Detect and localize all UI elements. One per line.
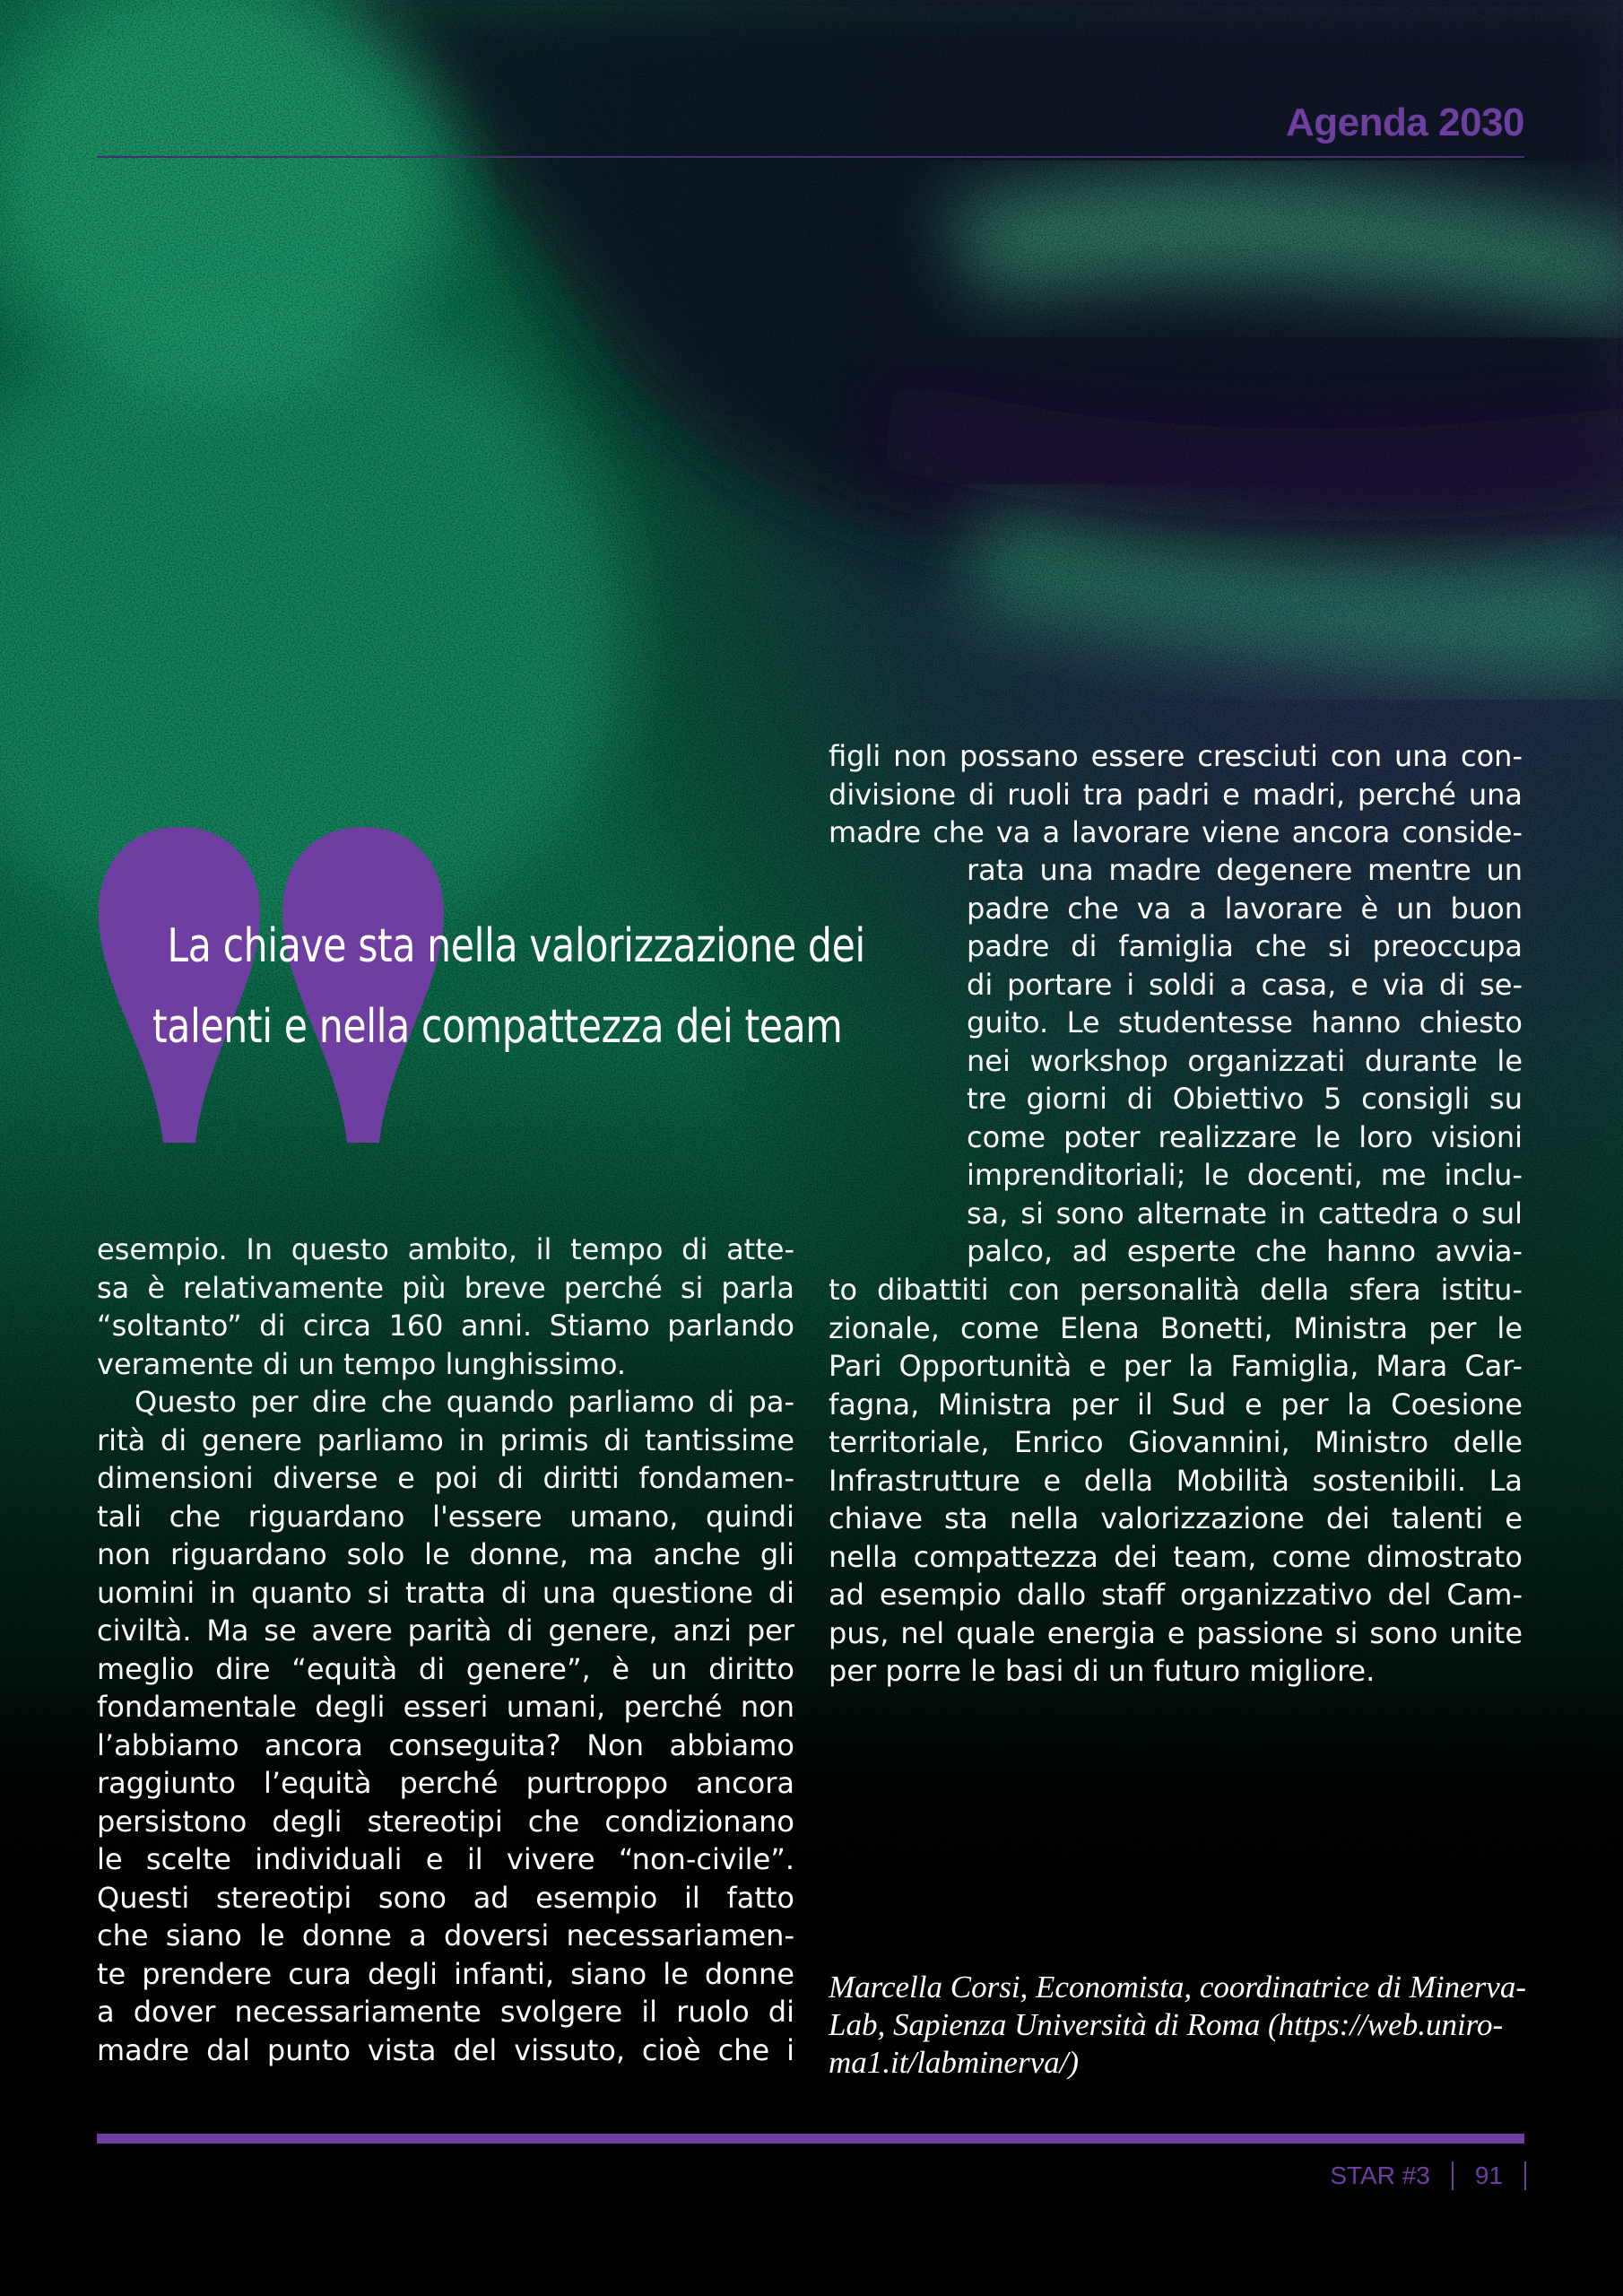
body-line: persistono degli stereotipi che condizionano <box>97 1804 794 1839</box>
body-line: figli non possano essere cresciuti con una con- <box>829 739 1523 773</box>
body-line: Infrastrutture e della Mobilità sostenibili. La <box>829 1463 1523 1498</box>
body-line: imprenditoriali; le docenti, me inclu- <box>967 1158 1523 1192</box>
body-line: “soltanto” di circa 160 anni. Stiamo parlando <box>97 1309 794 1343</box>
credit-line: Lab, Sapienza Università di Roma (https://web.uniro- <box>829 2007 1504 2042</box>
body-line: rità di genere parliamo in primis di tantissime <box>97 1422 794 1457</box>
right-column-text-wrap <box>967 851 1523 1271</box>
body-line: come poter realizzare le loro visioni <box>967 1119 1523 1154</box>
body-line: tre giorni di Obiettivo 5 consigli su <box>967 1082 1523 1116</box>
magazine-issue: STAR #3 <box>1330 2161 1430 2189</box>
body-line: uomini in quanto si tratta di una questione di <box>97 1575 794 1610</box>
page-number: 91 <box>1474 2161 1503 2189</box>
body-line: Questo per dire che quando parliamo di pa- <box>135 1385 794 1419</box>
body-line: l’abbiamo ancora conseguita? Non abbiamo <box>97 1727 794 1762</box>
credit-line: ma1.it/labminerva/) <box>829 2045 1079 2080</box>
body-line: dimensioni diverse e poi di diritti fondamen- <box>97 1461 794 1495</box>
body-line: madre che va a lavorare viene ancora conside- <box>829 815 1523 849</box>
body-line: sa è relativamente più breve perché si parla <box>97 1270 794 1305</box>
body-line: a dover necessariamente svolgere il ruolo di <box>97 1995 794 2029</box>
body-line: padre di famiglia che si preoccupa <box>967 929 1523 963</box>
body-line: civiltà. Ma se avere parità di genere, anzi per <box>97 1613 794 1648</box>
body-line: di portare i soldi a casa, e via di se- <box>967 967 1523 1002</box>
body-line: fondamentale degli esseri umani, perché non <box>97 1690 794 1724</box>
body-line: te prendere cura degli infanti, siano le donne <box>97 1956 794 1991</box>
body-line: non riguardano solo le donne, ma anche gli <box>97 1537 794 1571</box>
page-footer <box>1330 2161 1526 2190</box>
body-line: per porre le basi di un futuro migliore. <box>829 1654 1376 1688</box>
body-line: madre dal punto vista del vissuto, cioè che i <box>97 2032 794 2067</box>
body-line: nella compattezza dei team, come dimostrato <box>829 1539 1523 1574</box>
right-column-text-top <box>829 737 1523 852</box>
body-line: nei workshop organizzati durante le <box>967 1043 1523 1078</box>
body-line: Pari Opportunità e per la Famiglia, Mara Car- <box>829 1349 1523 1383</box>
pull-quote <box>152 906 865 1067</box>
body-line: guito. Le studentesse hanno chiesto <box>967 1005 1523 1039</box>
body-line: padre che va a lavorare è un buon <box>967 891 1523 926</box>
left-column-text <box>97 1231 794 2069</box>
body-line: pus, nel quale energia e passione si sono unite <box>829 1615 1523 1650</box>
body-line: veramente di un tempo lunghissimo. <box>97 1346 627 1381</box>
body-line: Questi stereotipi sono ad esempio il fatto <box>97 1880 794 1915</box>
body-line: le scelte individuali e il vivere “non-civile”. <box>97 1842 794 1876</box>
body-line: sa, si sono alternate in cattedra o sul <box>967 1196 1523 1231</box>
body-line: meglio dire “equità di genere”, è un diritto <box>97 1651 794 1686</box>
footer-separator <box>1524 2161 1526 2190</box>
pull-quote-line: talenti e nella compattezza dei team <box>152 1000 843 1054</box>
footer-separator <box>1452 2161 1454 2190</box>
body-line: zionale, come Elena Bonetti, Ministra per le <box>829 1310 1523 1345</box>
right-column-text-bottom <box>829 1271 1523 1691</box>
body-line: raggiunto l’equità perché purtroppo ancora <box>97 1766 794 1800</box>
body-line: ad esempio dallo staff organizzativo del Cam- <box>829 1578 1523 1612</box>
body-line: territoriale, Enrico Giovannini, Ministro delle <box>829 1425 1523 1459</box>
body-line: to dibattiti con personalità della sfera istitu- <box>829 1273 1523 1307</box>
author-credit <box>829 1969 1526 2082</box>
header-divider <box>97 156 1524 158</box>
body-line: esempio. In questo ambito, il tempo di atte- <box>97 1232 794 1266</box>
body-line: divisione di ruoli tra padri e madri, perché una <box>829 777 1523 812</box>
credit-line: Marcella Corsi, Economista, coordinatrice di Minerva- <box>829 1970 1526 2005</box>
body-line: palco, ad esperte che hanno avvia- <box>967 1234 1523 1268</box>
body-line: tali che riguardano l'essere umano, quindi <box>97 1499 794 1534</box>
body-line: fagna, Ministra per il Sud e per la Coesione <box>829 1387 1523 1422</box>
footer-divider <box>97 2134 1524 2144</box>
body-line: rata una madre degenere mentre un <box>967 853 1523 887</box>
section-title: Agenda 2030 <box>1286 100 1524 144</box>
body-line: chiave sta nella valorizzazione dei talenti e <box>829 1501 1523 1535</box>
body-line: che siano le donne a doversi necessariamen- <box>97 1918 794 1952</box>
pull-quote-line: La chiave sta nella valorizzazione dei <box>167 919 865 973</box>
